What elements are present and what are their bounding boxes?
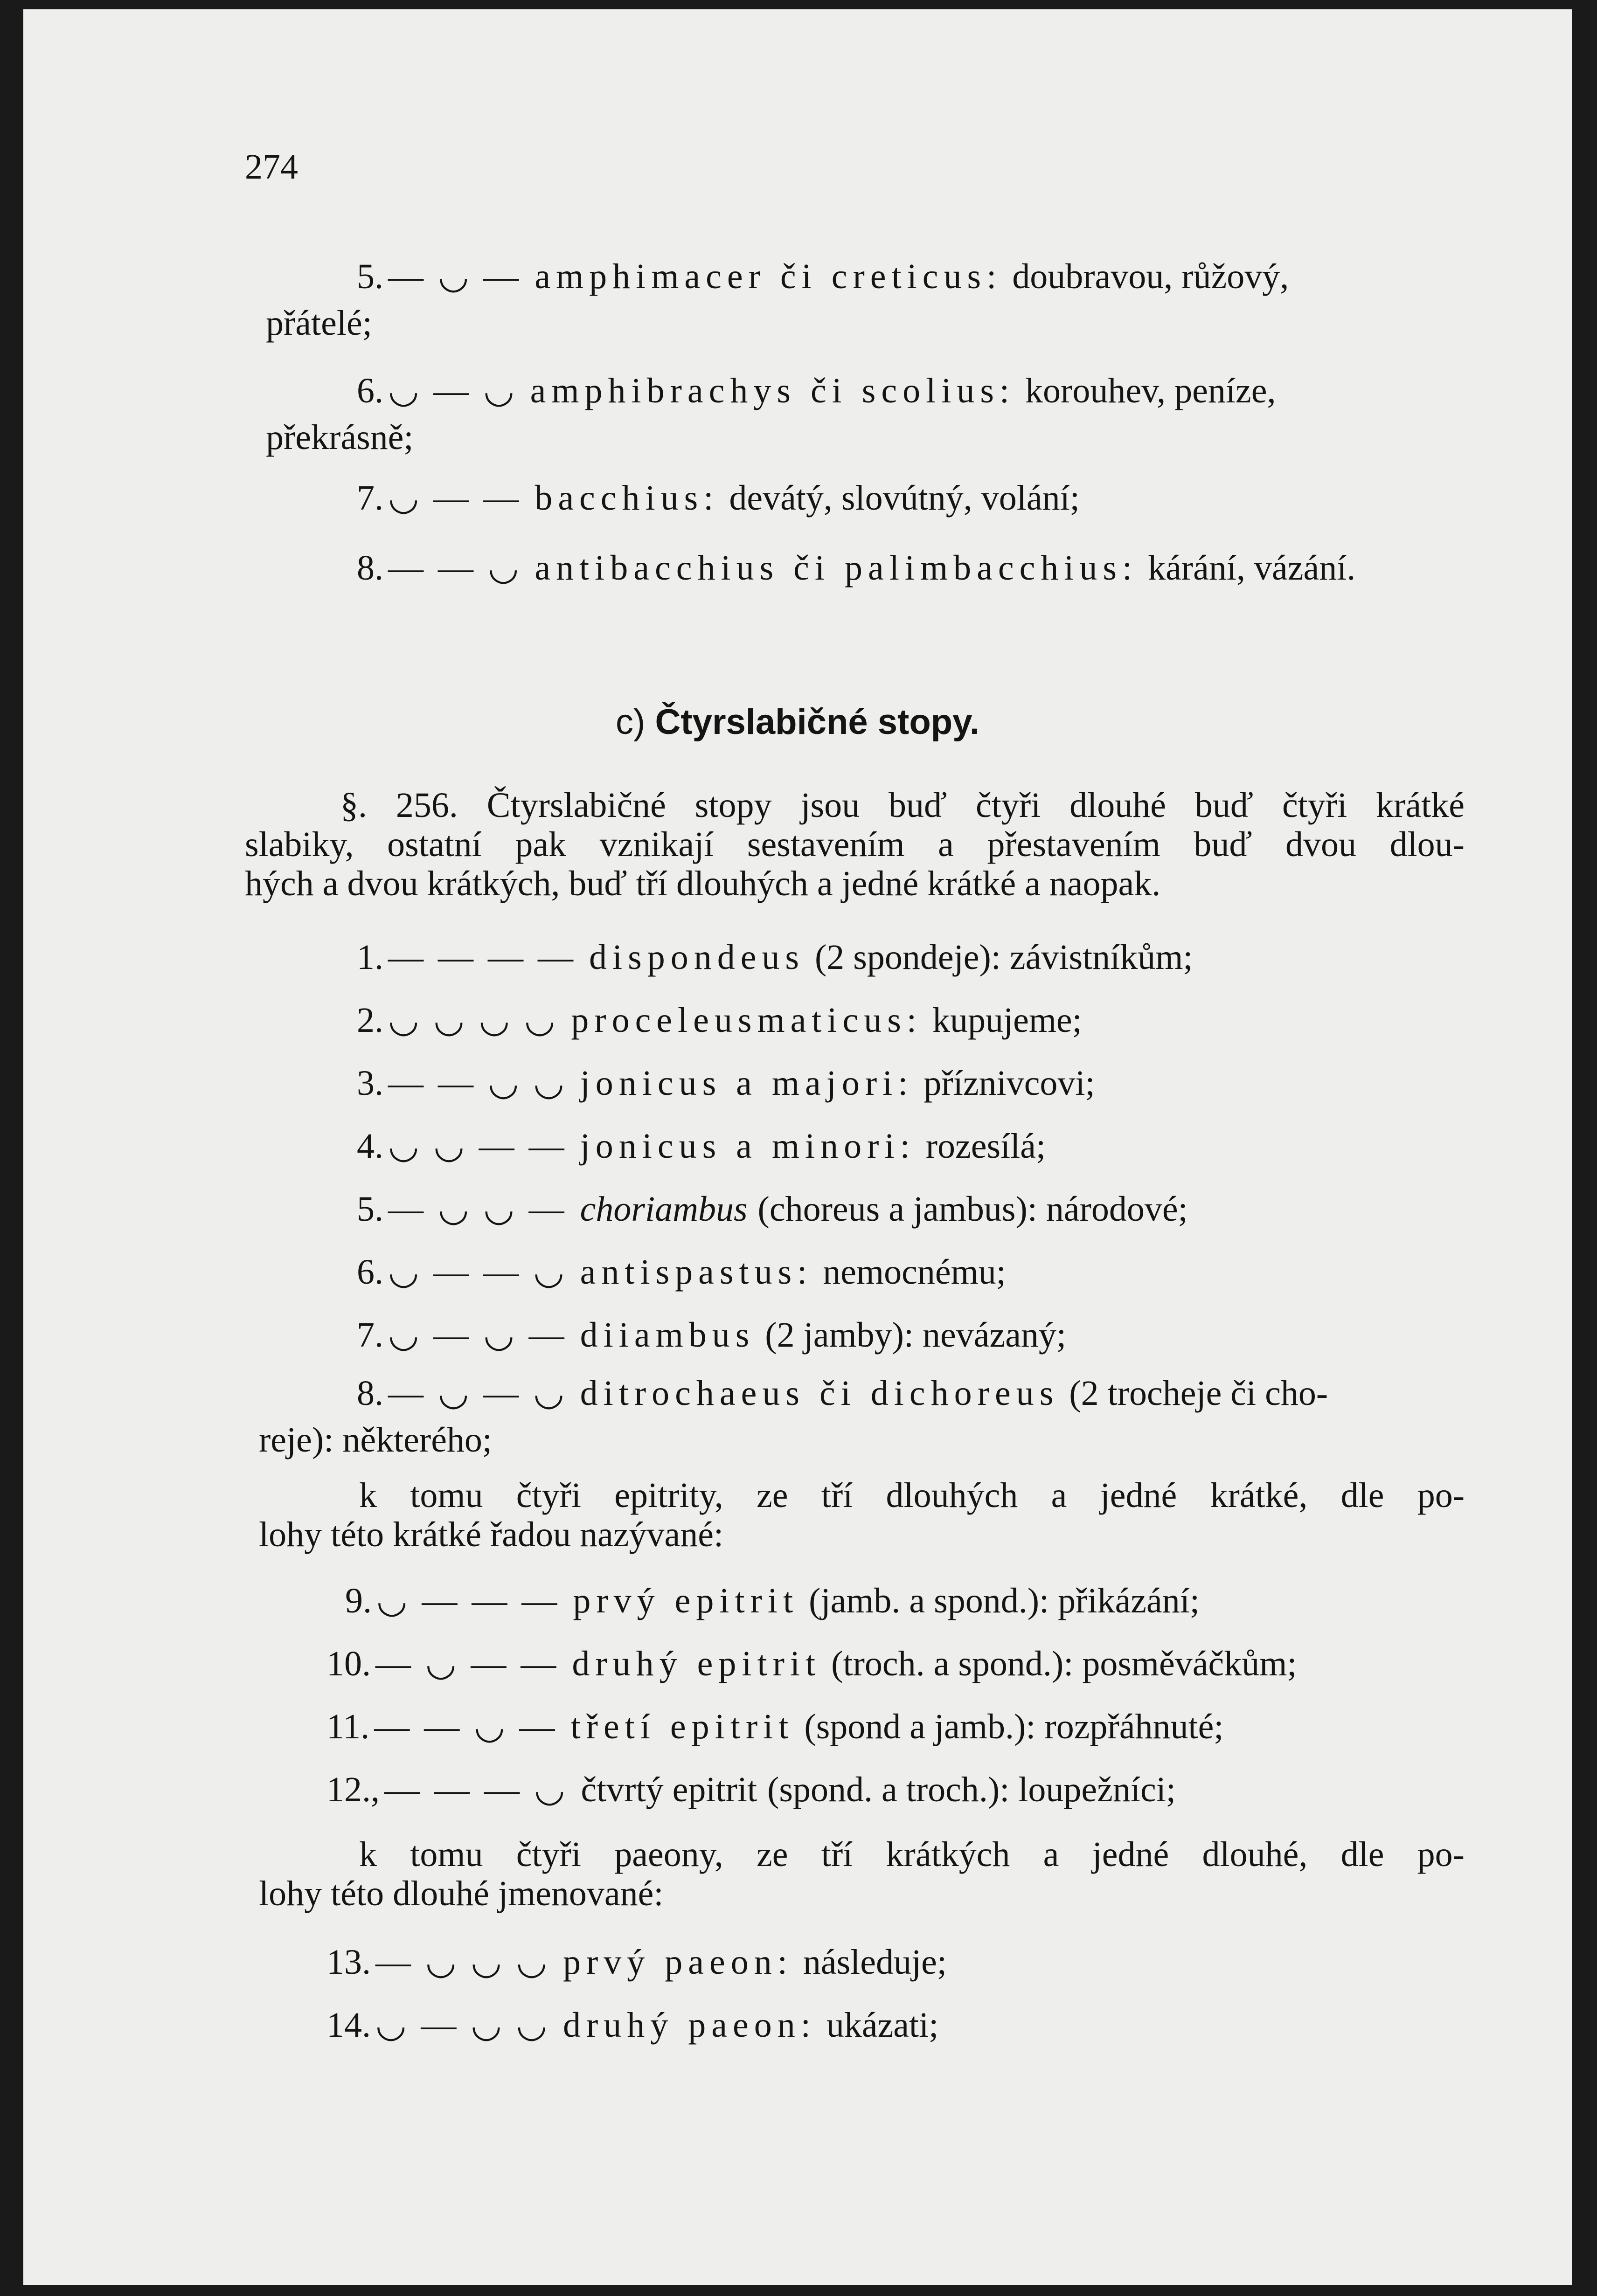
item-number: 8.: [357, 1374, 383, 1413]
paeon-intro: [259, 1835, 1465, 1913]
foot-name: diiambus: [580, 1315, 755, 1355]
upper-item-5: [357, 259, 1289, 294]
item-number: 6.: [357, 371, 383, 410]
paeon-item-13: [326, 1944, 947, 1980]
meter-symbols: ◡ ◡ ◡ ◡: [388, 1001, 558, 1040]
foot-item-8-wrap: reje): některého;: [259, 1420, 493, 1459]
section-title: Čtyrslabičné stopy.: [655, 702, 979, 742]
meter-symbols: ◡ — ◡ ◡: [375, 2006, 550, 2045]
paragraph-line: k tomu čtyři epitrity, ze tří dlouhých a jedné krátké, dle po-: [359, 1476, 1465, 1515]
foot-detail: příznivcovi;: [923, 1064, 1095, 1103]
foot-examples: devátý, slovútný, volání;: [729, 478, 1080, 518]
foot-detail: (spond. a troch.): loupežníci;: [767, 1770, 1176, 1809]
meter-symbols: — ◡ — —: [375, 1644, 559, 1683]
meter-symbols: ◡ — — ◡: [388, 1252, 567, 1292]
paeon-item-14: [326, 2007, 938, 2043]
item-number: 7.: [357, 478, 383, 518]
foot-name: bacchius:: [535, 478, 719, 518]
item-number: 11.: [326, 1707, 370, 1746]
foot-detail: (troch. a spond.): posměváčkům;: [831, 1644, 1297, 1683]
foot-item-2: [357, 1003, 1082, 1038]
epitrit-intro: [259, 1476, 1465, 1554]
item-number: 5.: [357, 1189, 383, 1229]
item-number: 1.: [357, 938, 383, 977]
foot-detail: nemocnému;: [823, 1252, 1006, 1292]
section-letter: c): [616, 702, 646, 742]
foot-name: druhý epitrit: [572, 1644, 821, 1683]
item-number: 14.: [326, 2006, 371, 2045]
upper-item-6-wrap: překrásně;: [266, 418, 414, 457]
paragraph-line: slabiky, ostatní pak vznikají sestavením a přestavením buď dvou dlou-: [245, 825, 1465, 864]
item-number: 3.: [357, 1064, 383, 1103]
foot-item-7: [357, 1317, 1066, 1353]
foot-name: druhý paeon:: [562, 2006, 816, 2045]
item-number: 6.: [357, 1252, 383, 1292]
meter-symbols: — — ◡ ◡: [388, 1064, 567, 1103]
foot-name: amphibrachys či scolius:: [530, 371, 1015, 410]
paragraph-line: §. 256. Čtyrslabičné stopy jsou buď čtyři dlouhé buď čtyři krátké: [340, 786, 1465, 825]
foot-name: proceleusmaticus:: [571, 1001, 922, 1040]
upper-item-7: [357, 480, 1080, 516]
foot-name: antibacchius či palimbacchius:: [535, 548, 1138, 588]
paragraph-line: lohy této dlouhé jmenované:: [259, 1874, 664, 1913]
meter-symbols: — — ◡ —: [374, 1707, 558, 1746]
upper-item-6: [357, 373, 1276, 408]
foot-detail: (choreus a jambus): národové;: [757, 1189, 1188, 1229]
foot-name: choriambus: [580, 1189, 748, 1229]
foot-name: čtvrtý epitrit: [581, 1770, 757, 1809]
foot-detail: (2 jamby): nevázaný;: [765, 1315, 1067, 1355]
paragraph-line: hých a dvou krátkých, buď tří dlouhých a jedné krátké a naopak.: [245, 864, 1161, 903]
paragraph-256: [245, 786, 1465, 903]
paragraph-line: k tomu čtyři paeony, ze tří krátkých a jedné dlouhé, dle po-: [359, 1835, 1465, 1874]
foot-name: antispastus:: [580, 1252, 813, 1292]
foot-examples: kárání, vázání.: [1148, 548, 1356, 588]
meter-symbols: ◡ — —: [388, 478, 522, 518]
foot-item-5: [357, 1191, 1188, 1227]
foot-name: prvý paeon:: [562, 1943, 793, 1982]
foot-detail: (spond a jamb.): rozpřáhnuté;: [804, 1707, 1224, 1746]
meter-symbols: — ◡ —: [388, 257, 522, 296]
foot-name: prvý epitrit: [573, 1581, 799, 1620]
foot-name: jonicus a minori:: [580, 1127, 916, 1166]
foot-name: amphimacer či creticus:: [535, 257, 1002, 296]
item-number: 10.: [326, 1644, 371, 1683]
foot-detail: rozesílá;: [925, 1127, 1046, 1166]
meter-symbols: — ◡ ◡ —: [388, 1189, 567, 1229]
item-number: 5.: [357, 257, 383, 296]
epitrit-item-11: [326, 1709, 1223, 1744]
foot-detail: (jamb. a spond.): přikázání;: [809, 1581, 1200, 1620]
foot-name: třetí epitrit: [570, 1707, 794, 1746]
meter-symbols: ◡ ◡ — —: [388, 1127, 567, 1166]
upper-item-5-wrap: přátelé;: [266, 304, 372, 343]
foot-detail: ukázati;: [826, 2006, 939, 2045]
item-number: 12.,: [326, 1770, 380, 1809]
foot-name: ditrochaeus či dichoreus: [580, 1374, 1059, 1413]
foot-examples: doubravou, růžový,: [1012, 257, 1289, 296]
book-page: [23, 9, 1572, 2285]
meter-symbols: ◡ — ◡: [388, 371, 517, 410]
foot-item-8: [357, 1376, 1328, 1411]
item-number: 4.: [357, 1127, 383, 1166]
meter-symbols: — — ◡: [388, 548, 522, 588]
foot-examples: korouhev, peníze,: [1025, 371, 1276, 410]
foot-name: dispondeus: [589, 938, 805, 977]
foot-item-3: [357, 1065, 1095, 1101]
item-number: 13.: [326, 1943, 371, 1982]
foot-item-1: [357, 940, 1193, 975]
upper-item-8: [357, 550, 1355, 586]
foot-detail: (2 spondeje): závistníkům;: [815, 938, 1193, 977]
item-number: 9.: [345, 1581, 372, 1620]
foot-name: jonicus a majori:: [580, 1064, 914, 1103]
epitrit-item-12: [326, 1772, 1176, 1807]
meter-symbols: — ◡ ◡ ◡: [375, 1943, 550, 1982]
item-number: 7.: [357, 1315, 383, 1355]
foot-detail: kupujeme;: [932, 1001, 1082, 1040]
meter-symbols: — ◡ — ◡: [388, 1374, 567, 1413]
item-number: 8.: [357, 548, 383, 588]
meter-symbols: — — — —: [388, 938, 576, 977]
foot-item-6: [357, 1254, 1006, 1290]
meter-symbols: ◡ — ◡ —: [388, 1315, 567, 1355]
meter-symbols: — — — ◡: [384, 1770, 568, 1809]
page-number: 274: [245, 147, 298, 187]
epitrit-item-9: [345, 1583, 1200, 1618]
item-number: 2.: [357, 1001, 383, 1040]
foot-detail: (2 trocheje či cho-: [1069, 1374, 1328, 1413]
section-heading: [23, 702, 1572, 742]
epitrit-item-10: [326, 1646, 1297, 1681]
foot-item-4: [357, 1128, 1046, 1164]
foot-detail: následuje;: [803, 1943, 947, 1982]
meter-symbols: ◡ — — —: [376, 1581, 560, 1620]
paragraph-line: lohy této krátké řadou nazývané:: [259, 1515, 724, 1554]
